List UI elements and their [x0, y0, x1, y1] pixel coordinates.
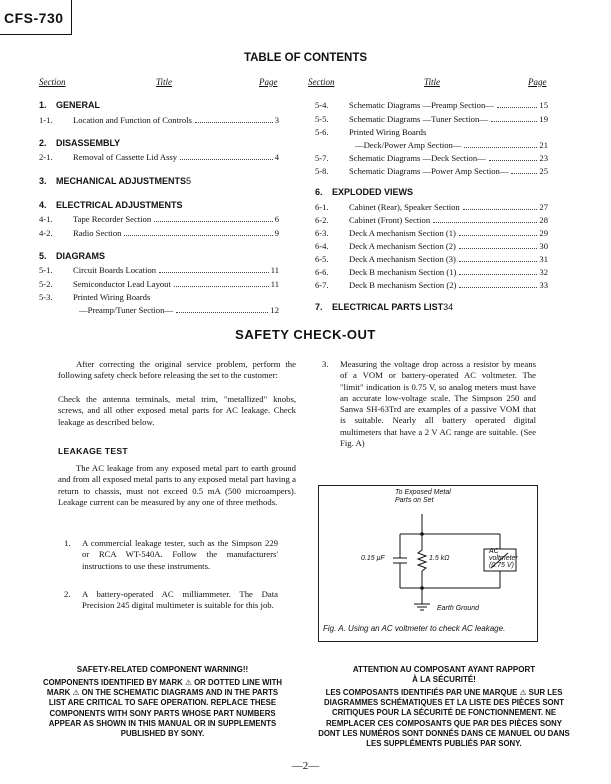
- toc-left-entry: [39, 100, 279, 110]
- toc-entry-number: 5.: [39, 251, 47, 261]
- toc-entry-title: Cabinet (Front) Section: [349, 215, 431, 225]
- toc-entry-page: 9: [274, 228, 279, 238]
- toc-entry-title: Deck A mechanism Section (3): [349, 254, 456, 264]
- toc-leader-dots: [459, 235, 537, 236]
- toc-left-entry: [39, 176, 279, 186]
- toc-entry-number: 2.: [39, 138, 47, 148]
- toc-title: TABLE OF CONTENTS: [243, 52, 368, 64]
- toc-entry-title: Schematic Diagrams —Deck Section—: [349, 153, 486, 163]
- toc-entry-page: 27: [539, 202, 548, 212]
- toc-right-col-title: Title: [424, 77, 441, 87]
- fig-cap-label: 0.15 μF: [361, 555, 385, 562]
- toc-entry-title: DISASSEMBLY: [56, 138, 121, 148]
- toc-left-entry: [39, 292, 279, 302]
- toc-right-entry: [315, 302, 548, 312]
- toc-left-col-section: Section: [39, 77, 66, 87]
- toc-left-col-page: Page: [259, 77, 278, 87]
- toc-entry-number: 7.: [315, 302, 323, 312]
- fig-top-label-1: To Exposed Metal: [395, 489, 451, 496]
- toc-leader-dots: [464, 147, 537, 148]
- method-3-text: Measuring the voltage drop across a resistor by means of a VOM or battery-operated AC voltmeter. The "limit" indication is 0.75 V, so analog meters must have an accurate low-voltage scale. The Simpson 250 and Sanwa SH-63Trd are examples of a passive VOM that is suitable. Nearly all battery operated digital multimeters that have a 2 V AC range are suitable. (See Fig. A): [340, 359, 536, 449]
- toc-leader-dots: [511, 173, 537, 174]
- node-top: [420, 532, 424, 536]
- fig-res-label: 1.5 kΩ: [429, 555, 450, 562]
- toc-right-col-section: Section: [308, 77, 335, 87]
- toc-entry-number: 5-4.: [315, 100, 329, 110]
- toc-entry-number: 5-6.: [315, 127, 329, 137]
- toc-entry-number: 5-5.: [315, 114, 329, 124]
- toc-entry-page: 4: [274, 152, 279, 162]
- toc-left-entry: [39, 228, 279, 238]
- method-2-number: 2.: [64, 589, 71, 599]
- toc-entry-number: 6-5.: [315, 254, 329, 264]
- toc-left-entry: [39, 200, 279, 210]
- toc-entry-page: 15: [539, 100, 548, 110]
- warning-fr-body: LES COMPOSANTS IDENTIFIÉS PAR UNE MARQUE ⚠ SUR LES DIAGRAMMES SCHÉMATIQUES ET LA LISTE DES PIÈCES SONT CRITIQUES POUR LA SÉCURITÉ DE FONCTIONNEMENT. NE REMPLACER CES COMPOSANTS QUE PAR DES PIÈCES SONY DONT LES NUMÉROS SONT DONNÉS DANS CE MANUEL OU DANS LES SUPPLÉMENTS PUBLIÉS PAR SONY.: [318, 688, 570, 749]
- toc-entry-number: 6.: [315, 187, 323, 197]
- toc-right-entry: [315, 114, 548, 124]
- toc-entry-title: GENERAL: [56, 100, 101, 110]
- toc-entry-title: DIAGRAMS: [56, 251, 105, 261]
- toc-entry-page: 29: [539, 228, 548, 238]
- toc-entry-page: 30: [539, 241, 548, 251]
- toc-leader-dots: [459, 287, 537, 288]
- toc-entry-page: 11: [270, 265, 279, 275]
- toc-entry-number: 5-8.: [315, 166, 329, 176]
- toc-leader-dots: [124, 235, 272, 236]
- node-bottom: [420, 586, 424, 590]
- toc-entry-page: 3: [274, 115, 279, 125]
- toc-entry-title: ELECTRICAL PARTS LIST: [332, 302, 444, 312]
- toc-entry-page: 31: [539, 254, 548, 264]
- toc-entry-number: 4-1.: [39, 214, 53, 224]
- toc-entry-page: 32: [539, 267, 548, 277]
- toc-right-entry: [315, 127, 548, 137]
- toc-entry-number: 6-2.: [315, 215, 329, 225]
- toc-entry-page: 21: [539, 140, 548, 150]
- toc-entry-page: 23: [539, 153, 548, 163]
- figure-caption: Fig. A. Using an AC voltmeter to check AC leakage.: [323, 624, 506, 633]
- toc-entry-title: Deck B mechanism Section (1): [349, 267, 457, 277]
- toc-left-entry: [39, 279, 279, 289]
- toc-left-entry: [39, 251, 279, 261]
- toc-entry-number: 5-1.: [39, 265, 53, 275]
- toc-leader-dots: [459, 248, 537, 249]
- resistor-zigzag: [418, 550, 426, 571]
- toc-entry-page: 6: [274, 214, 279, 224]
- toc-right-entry: [315, 153, 548, 163]
- toc-leader-dots: [497, 107, 538, 108]
- safety-intro-2: Check the antenna terminals, metal trim, "metallized" knobs, screws, and all other exposed metal parts for AC leakage. Check leakage as described below.: [58, 394, 296, 427]
- toc-entry-title: Deck A mechanism Section (2): [349, 241, 456, 251]
- toc-leader-dots: [176, 312, 268, 313]
- fig-ground-label: Earth Ground: [437, 605, 480, 612]
- toc-leader-dots: [489, 160, 538, 161]
- toc-entry-number: 3.: [39, 176, 47, 186]
- toc-left-entry: [39, 214, 279, 224]
- toc-leader-dots: [459, 274, 537, 275]
- toc-leader-dots: [174, 286, 269, 287]
- fig-meter-label-1: AC: [489, 548, 499, 555]
- toc-entry-title: Schematic Diagrams —Tuner Section—: [349, 114, 488, 124]
- model-box: [0, 0, 72, 35]
- model-number: CFS-730: [4, 10, 64, 26]
- toc-entry-number: 5-2.: [39, 279, 53, 289]
- toc-entry-title: Location and Function of Controls: [73, 115, 192, 125]
- toc-entry-page: 33: [539, 280, 548, 290]
- toc-right-entry: [315, 267, 548, 277]
- method-1-number: 1.: [64, 538, 71, 548]
- toc-left-col-title: Title: [156, 77, 173, 87]
- page-number: —2—: [291, 760, 320, 772]
- toc-leader-dots: [433, 222, 537, 223]
- toc-right-col-page: Page: [528, 77, 547, 87]
- toc-right-entry: [315, 166, 548, 176]
- toc-entry-page: 11: [270, 279, 279, 289]
- fig-top-label-2: Parts on Set: [395, 497, 434, 504]
- method-2-text: A battery-operated AC milliammeter. The Data Precision 245 digital multimeter is suitable for this job.: [82, 589, 278, 611]
- toc-entry-title: Semiconductor Lead Layout: [73, 279, 171, 289]
- toc-entry-title: —Deck/Power Amp Section—: [355, 140, 462, 150]
- toc-entry-page: 5: [186, 176, 192, 186]
- toc-entry-number: 6-4.: [315, 241, 329, 251]
- toc-entry-title: Deck B mechanism Section (2): [349, 280, 457, 290]
- toc-entry-page: 25: [539, 166, 548, 176]
- toc-left-entry: [39, 152, 279, 162]
- toc-leader-dots: [180, 159, 273, 160]
- toc-entry-title: Deck A mechanism Section (1): [349, 228, 456, 238]
- toc-entry-number: 6-7.: [315, 280, 329, 290]
- toc-entry-number: 1-1.: [39, 115, 53, 125]
- toc-entry-page: 19: [539, 114, 548, 124]
- toc-leader-dots: [459, 261, 537, 262]
- toc-right-entry: [315, 202, 548, 212]
- toc-entry-page: 34: [443, 302, 454, 312]
- toc-left-entry: [39, 115, 279, 125]
- toc-entry-number: 5-7.: [315, 153, 329, 163]
- fig-meter-label-3: (0.75 V): [489, 562, 514, 569]
- warning-fr-title-1: ATTENTION AU COMPOSANT AYANT RAPPORT: [352, 665, 536, 674]
- leakage-test-heading: LEAKAGE TEST: [58, 446, 128, 456]
- toc-leader-dots: [195, 122, 273, 123]
- toc-entry-title: Removal of Cassette Lid Assy: [73, 152, 178, 162]
- toc-entry-page: 12: [270, 305, 279, 315]
- toc-entry-number: 1.: [39, 100, 47, 110]
- toc-entry-title: —Preamp/Tuner Section—: [79, 305, 173, 315]
- warning-en-title: SAFETY-RELATED COMPONENT WARNING!!: [76, 665, 249, 674]
- toc-leader-dots: [154, 221, 273, 222]
- toc-entry-title: Tape Recorder Section: [73, 214, 152, 224]
- toc-right-entry: [315, 241, 548, 251]
- toc-entry-number: 6-1.: [315, 202, 329, 212]
- toc-entry-title: EXPLODED VIEWS: [332, 187, 414, 197]
- safety-title: SAFETY CHECK-OUT: [235, 327, 376, 342]
- toc-left-entry: [39, 138, 279, 148]
- toc-right-entry: [315, 254, 548, 264]
- leakage-test-text: The AC leakage from any exposed metal part to earth ground and from all exposed metal parts to any exposed metal part having a return to chassis, must not exceed 0.5 mA (500 microampers). Leakage current can be measured by any one of three methods.: [58, 463, 296, 507]
- figure-a-diagram: [318, 485, 538, 642]
- toc-entry-title: Printed Wiring Boards: [349, 127, 427, 137]
- method-1-text: A commercial leakage tester, such as the Simpson 229 or RCA WT-540A. Follow the manufacturers' instructions to use these instruments.: [82, 538, 278, 571]
- toc-left-entry: [39, 305, 279, 315]
- toc-entry-number: 4-2.: [39, 228, 53, 238]
- toc-right-entry: [315, 228, 548, 238]
- toc-right-entry: [315, 100, 548, 110]
- toc-leader-dots: [463, 209, 538, 210]
- toc-entry-page: 28: [539, 215, 548, 225]
- toc-entry-title: Schematic Diagrams —Power Amp Section—: [349, 166, 509, 176]
- toc-right-entry: [315, 187, 548, 197]
- toc-entry-title: ELECTRICAL ADJUSTMENTS: [56, 200, 183, 210]
- toc-entry-number: 2-1.: [39, 152, 53, 162]
- safety-intro: After correcting the original service problem, perform the following safety check before releasing the set to the customer:: [58, 359, 296, 381]
- toc-entry-number: 5-3.: [39, 292, 53, 302]
- toc-right-entry: [315, 280, 548, 290]
- toc-entry-title: Cabinet (Rear), Speaker Section: [349, 202, 460, 212]
- toc-entry-number: 4.: [39, 200, 47, 210]
- toc-right-entry: [315, 215, 548, 225]
- toc-leader-dots: [159, 272, 269, 273]
- warning-en-body: COMPONENTS IDENTIFIED BY MARK ⚠ OR DOTTED LINE WITH MARK ⚠ ON THE SCHEMATIC DIAGRAMS AND IN THE PARTS LIST ARE CRITICAL TO SAFE OPERATION. REPLACE THESE COMPONENTS WITH SONY PARTS WHOSE PART NUMBERS APPEAR AS SHOWN IN THIS MANUAL OR IN SUPPLEMENTS PUBLISHED BY SONY.: [42, 678, 283, 739]
- toc-right-entry: [315, 140, 548, 150]
- toc-entry-title: Circuit Boards Location: [73, 265, 157, 275]
- toc-entry-number: 6-6.: [315, 267, 329, 277]
- toc-entry-title: Schematic Diagrams —Preamp Section—: [349, 100, 494, 110]
- toc-leader-dots: [491, 121, 538, 122]
- toc-entry-title: Printed Wiring Boards: [73, 292, 151, 302]
- toc-entry-title: MECHANICAL ADJUSTMENTS: [56, 176, 187, 186]
- toc-entry-title: Radio Section: [73, 228, 122, 238]
- toc-entry-number: 6-3.: [315, 228, 329, 238]
- warning-fr-title-2: À LA SÉCURITÉ!: [412, 675, 476, 684]
- fig-meter-label-2: voltmeter: [489, 555, 518, 562]
- method-3-number: 3.: [322, 359, 329, 369]
- toc-left-entry: [39, 265, 279, 275]
